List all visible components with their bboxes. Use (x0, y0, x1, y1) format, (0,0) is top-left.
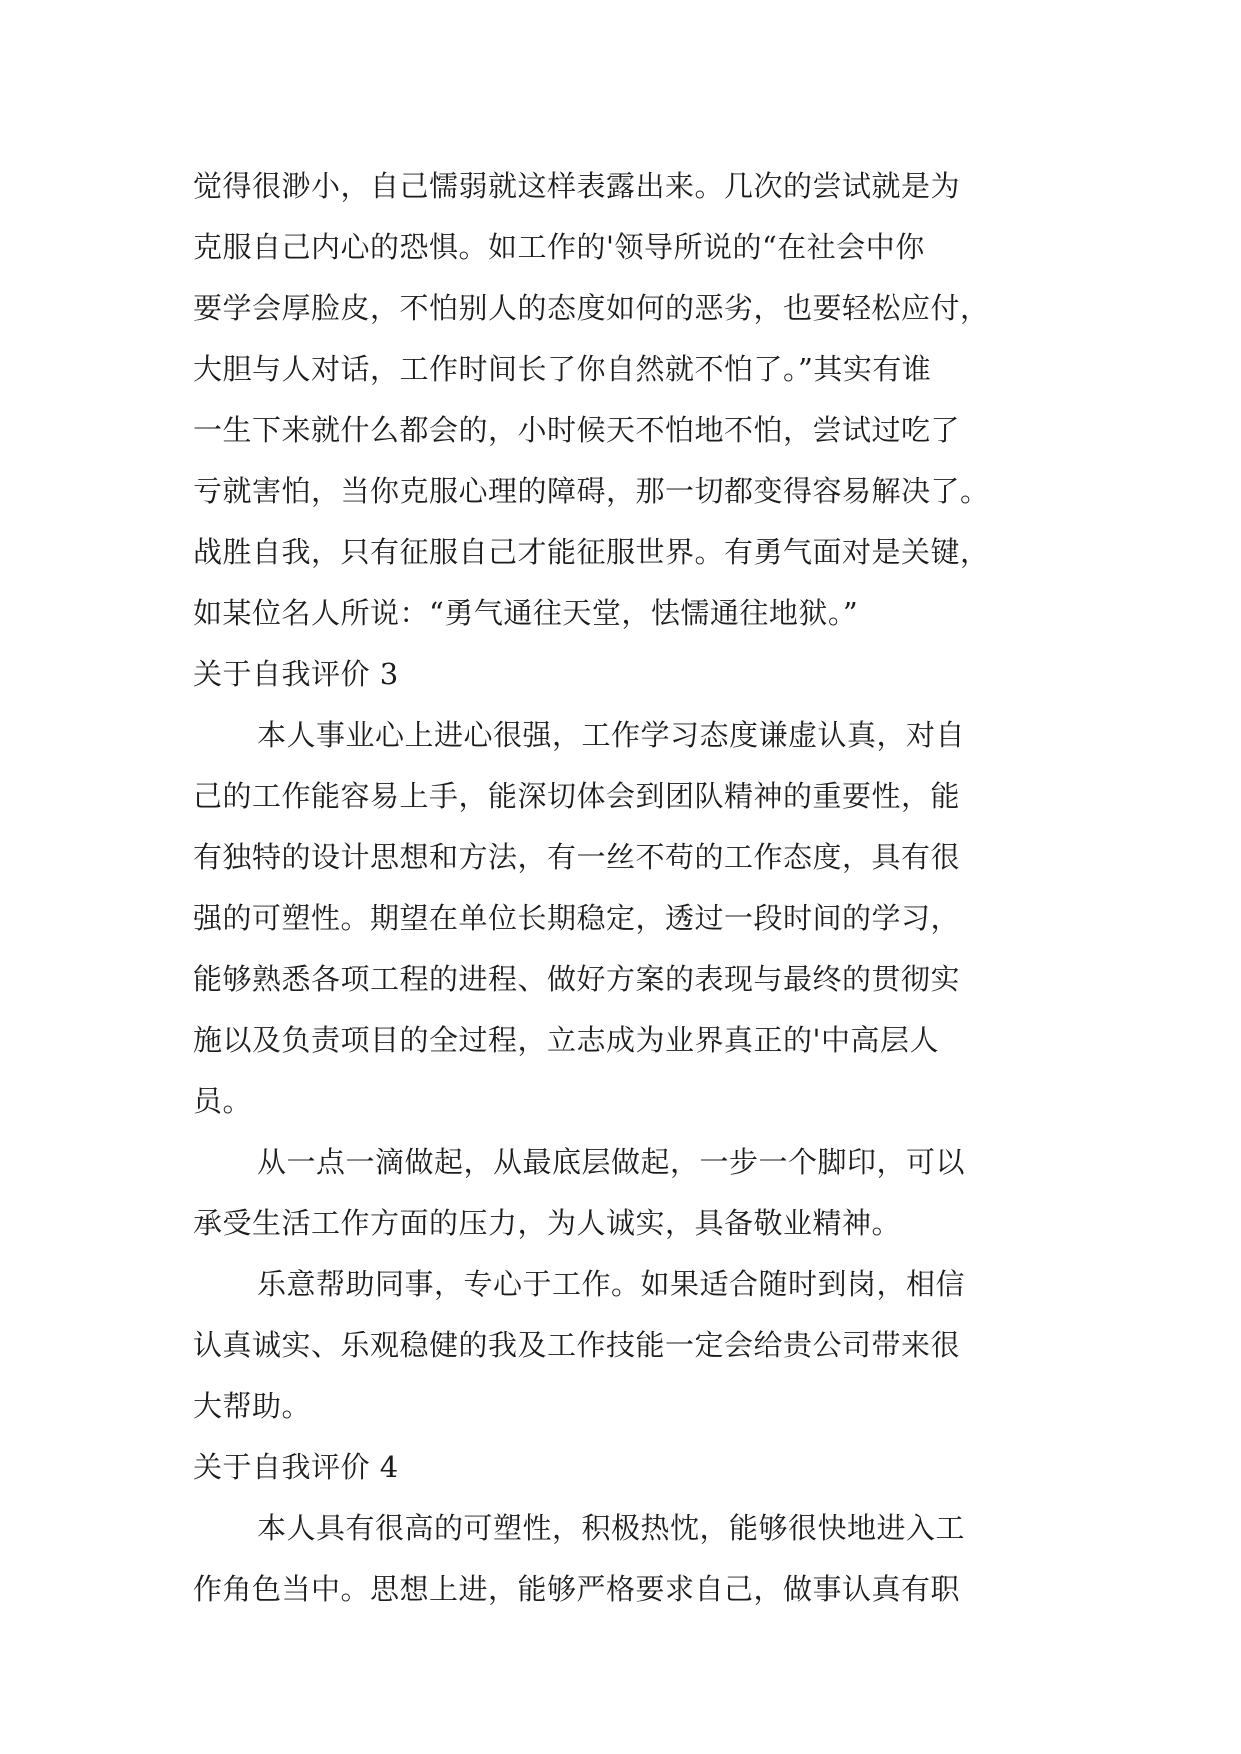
section-heading-3: 关于自我评价 3 (193, 657, 399, 691)
section3-paragraph-2 (193, 1132, 1073, 1254)
section-heading-4: 关于自我评价 4 (193, 1450, 399, 1484)
text-line: 能够熟悉各项工程的进程、做好方案的表现与最终的贯彻实 (193, 962, 961, 996)
text-line: 员。 (193, 1084, 253, 1118)
text-line: 己的工作能容易上手，能深切体会到团队精神的重要性，能 (193, 779, 961, 813)
previous-section-paragraph (193, 156, 1073, 644)
section3-paragraph-1 (193, 705, 1073, 1132)
text-line: 作角色当中。思想上进，能够严格要求自己，做事认真有职 (193, 1572, 961, 1606)
text-line: 大胆与人对话，工作时间长了你自然就不怕了。”其实有谁 (193, 352, 932, 386)
text-line: 大帮助。 (193, 1389, 312, 1423)
text-line: 一生下来就什么都会的，小时候天不怕地不怕，尝试过吃了 (193, 413, 961, 447)
section4-paragraph-1 (193, 1498, 1073, 1620)
text-line: 战胜自我，只有征服自己才能征服世界。有勇气面对是关键， (193, 535, 990, 569)
text-line: 施以及负责项目的全过程，立志成为业界真正的'中高层人 (193, 1023, 939, 1057)
text-line: 强的可塑性。期望在单位长期稳定，透过一段时间的学习， (193, 901, 961, 935)
text-line: 亏就害怕，当你克服心理的障碍，那一切都变得容易解决了。 (193, 474, 990, 508)
text-line: 觉得很渺小，自己懦弱就这样表露出来。几次的尝试就是为 (193, 169, 961, 203)
text-line: 有独特的设计思想和方法，有一丝不苟的工作态度，具有很 (193, 840, 961, 874)
text-line: 本人事业心上进心很强，工作学习态度谦虚认真，对自 (257, 718, 966, 752)
text-line: 要学会厚脸皮，不怕别人的态度如何的恶劣，也要轻松应付， (193, 291, 990, 325)
text-line: 认真诚实、乐观稳健的我及工作技能一定会给贵公司带来很 (193, 1328, 961, 1362)
text-line: 从一点一滴做起，从最底层做起，一步一个脚印，可以 (257, 1145, 966, 1179)
text-line: 乐意帮助同事，专心于工作。如果适合随时到岗，相信 (257, 1267, 966, 1301)
text-line: 克服自己内心的恐惧。如工作的'领导所说的“在社会中你 (193, 230, 925, 264)
document-body (193, 156, 1073, 1620)
text-line: 如某位名人所说：“勇气通往天堂，怯懦通往地狱。” (193, 596, 859, 630)
text-line: 承受生活工作方面的压力，为人诚实，具备敬业精神。 (193, 1206, 902, 1240)
section3-paragraph-3 (193, 1254, 1073, 1437)
text-line: 本人具有很高的可塑性，积极热忱，能够很快地进入工 (257, 1511, 966, 1545)
